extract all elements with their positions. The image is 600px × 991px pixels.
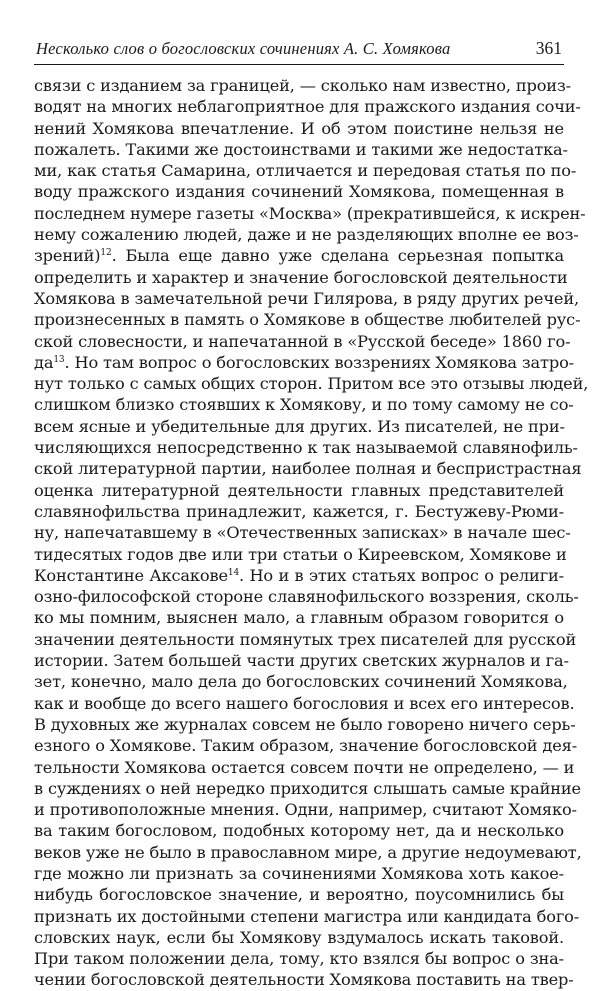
- text-line: [34, 352, 574, 373]
- text-line: [34, 565, 564, 586]
- footnote-reference[interactable]: 13: [53, 354, 65, 365]
- text-line: нений Хомякова впечатление. И об этом поистине нельзя не: [34, 118, 564, 138]
- footnote-reference[interactable]: 14: [227, 567, 240, 578]
- line-text: да: [34, 352, 54, 372]
- line-text: зрений): [34, 246, 101, 266]
- text-line: славянофильства принадлежит, кажется, г. Бестужеву-Рюми-: [34, 501, 564, 521]
- text-line: ну, напечатавшему в «Отечественных записках» в начале шес-: [34, 523, 571, 543]
- text-line: словских наук, если бы Хомякову вздумалось искать таковой.: [34, 927, 564, 947]
- text-line: При таком положении дела, тому, кто взялся бы вопрос о зна-: [34, 949, 564, 969]
- text-line: тельности Хомякова остается совсем почти не определено, — и: [34, 757, 575, 777]
- text-line: нему сожалению людей, даже и не разделяющих вполне ее воз-: [34, 225, 579, 245]
- text-line: озно-философской стороне славянофильского воззрения, сколь-: [34, 587, 579, 607]
- text-line: всем ясные и убедительные для других. Из писателей, не при-: [34, 416, 565, 436]
- running-title: Несколько слов о богословских сочинениях А. С. Хомякова: [36, 39, 451, 58]
- text-line: Хомякова в замечательной речи Гилярова, в ряду других речей,: [34, 288, 579, 308]
- text-line: где можно ли признать за сочинениями Хомякова хоть какое-: [34, 863, 564, 883]
- text-line: зет, конечно, мало дела до богословских сочинений Хомякова,: [34, 672, 568, 692]
- text-line: ва таким богословом, подобных которому нет, да и несколько: [34, 821, 564, 841]
- text-line: как и вообще до всего нашего богословия и всех его интересов.: [34, 693, 575, 713]
- text-line: определить и характер и значение богословской деятельности: [34, 267, 568, 287]
- text-line: веков уже не было в православном мире, а другие недоумевают,: [34, 842, 582, 862]
- text-line: нут только с самых общих сторон. Притом все это отзывы людей,: [34, 374, 589, 394]
- text-line: [34, 245, 564, 266]
- text-line: чении богословской деятельности Хомякова поставить на твер-: [34, 970, 574, 990]
- text-line: и противоположные мнения. Одни, например, считают Хомяко-: [34, 800, 577, 820]
- text-line: ской литературной партии, наиболее полная и беспристрастная: [34, 459, 582, 479]
- text-line: значении деятельности помянутых трех писателей для русской: [34, 629, 577, 649]
- text-line: связи с изданием за границей, — сколько нам известно, произ-: [34, 76, 571, 95]
- running-head: [34, 38, 564, 65]
- text-line: числяющихся непосредственно к так называемой славянофиль-: [34, 438, 578, 458]
- text-line: В духовных же журналах совсем не было говорено ничего серь-: [34, 714, 576, 734]
- text-line: ской словесности, и напечатанной в «Русской беседе» 1860 го-: [34, 331, 571, 351]
- text-line: оценка литературной деятельности главных представителей: [34, 480, 564, 500]
- line-text: . Но и в этих статьях вопрос о религи-: [239, 565, 564, 585]
- text-line: нибудь богословское значение, и вероятно, поусомнились бы: [34, 885, 564, 905]
- text-line: последнем нумере газеты «Москва» (прекратившейся, к искрен-: [34, 203, 586, 223]
- text-line: пожалеть. Такими же достоинствами и такими же недостатка-: [34, 139, 568, 159]
- text-line: ко мы помним, выяснен мало, а главным образом говорится о: [34, 608, 564, 628]
- text-line: ми, как статья Самарина, отличается и передовая статья по по-: [34, 161, 577, 181]
- text-line: тидесятых годов две или три статьи о Киреевском, Хомякове и: [34, 544, 567, 564]
- text-line: воду пражского издания сочинений Хомякова, помещенная в: [34, 182, 564, 202]
- line-text: Константине Аксакове: [34, 565, 228, 585]
- footnote-reference[interactable]: 12: [100, 248, 112, 259]
- text-line: признать их достойными степени магистра или кандидата бого-: [34, 906, 580, 926]
- line-text: . Была еще давно уже сделана серьезная попытка: [111, 246, 564, 266]
- text-line: езного о Хомякове. Таким образом, значение богословской дея-: [34, 736, 578, 756]
- text-line: истории. Затем большей части других светских журналов и га-: [34, 651, 569, 671]
- text-line: в суждениях о ней нередко приходится слышать самые крайние: [34, 778, 581, 798]
- page-number: 361: [535, 38, 562, 58]
- line-text: . Но там вопрос о богословских воззрениях Хомякова затро-: [64, 352, 574, 372]
- text-line: водят на многих неблагоприятное для пражского издания сочи-: [34, 97, 581, 117]
- text-line: произнесенных в память о Хомякове в обществе любителей рус-: [34, 310, 581, 330]
- text-line: слишком близко стоявших к Хомякову, и по тому самому не со-: [34, 395, 574, 415]
- body-text: [34, 75, 589, 991]
